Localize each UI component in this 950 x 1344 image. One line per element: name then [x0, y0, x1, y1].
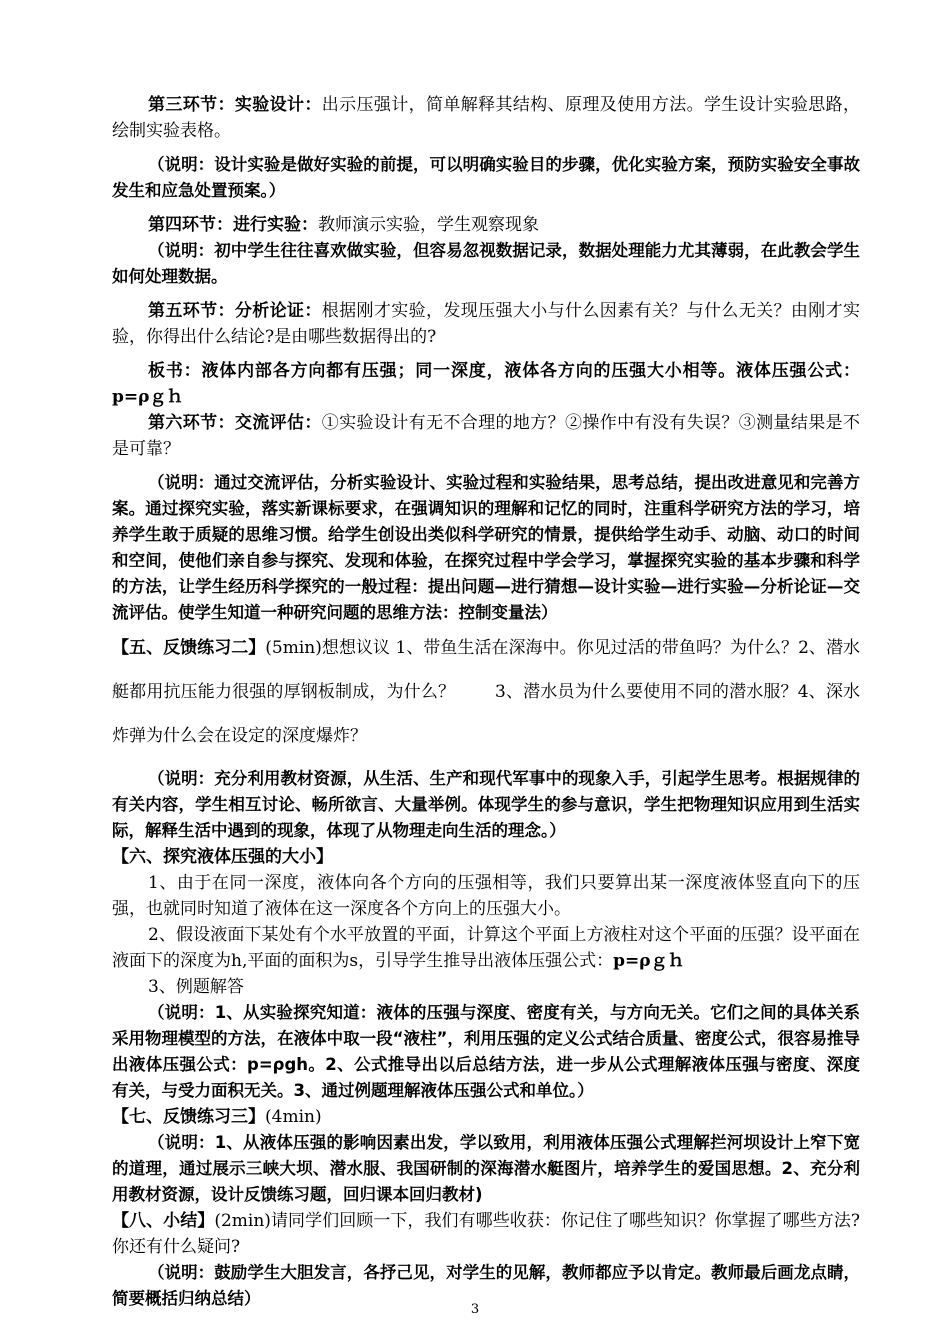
document-body	[112, 92, 860, 1312]
part-5-paragraph	[112, 626, 860, 758]
part-6-item-3: 3、例题解答	[148, 977, 244, 997]
section-3-text: 出示压强计，简单解释其结构、原理及使用方法。学生设计实验思路，绘制实验表格。	[112, 95, 860, 141]
part-7-paragraph	[112, 1104, 860, 1130]
pressure-formula: p=ρｇｈ	[613, 951, 685, 971]
section-6-note: （说明：通过交流评估，分析实验设计、实验过程和实验结果，思考总结，提出改进意见和完善方案。通过探究实验，落实新课标要求，在强调知识的理解和记忆的同时，注重科学研究方法的学习，培养学生敢于质疑的思维习惯。给学生创设出类似科学研究的情景，提供给学生动手、动脑、动口的时间和空间，使他们亲自参与探究、发现和体验，在探究过程中学会学习，掌握探究实验的基本步骤和科学的方法，让学生经历科学探究的一般过程：提出问题—进行猜想—设计实验—进行实验—分析论证—交流评估。使学生知道一种研究问题的思维方法：控制变量法）	[112, 473, 860, 622]
page-number: 3	[470, 1302, 480, 1317]
section-6-heading: 第六环节：交流评估：	[148, 413, 322, 433]
section-4-heading: 第四环节：进行实验：	[148, 215, 318, 235]
section-3-heading: 第三环节：实验设计：	[148, 95, 322, 115]
section-5-text: 根据刚才实验，发现压强大小与什么因素有关？与什么无关？由刚才实验，你得出什么结论?是由哪些数据得出的?	[112, 301, 860, 347]
part-5-text: (5min)想想议议 1、带鱼生活在深海中。你见过活的带鱼吗？为什么？2、潜水艇都用抗压能力很强的厚钢板制成，为什么？ 3、潜水员为什么要使用不同的潜水服？4、深水炸弹为什么会在设定的深度爆炸？	[112, 638, 860, 746]
section-4-paragraph	[112, 212, 860, 238]
part-8-note: （说明：鼓励学生大胆发言，各抒己见，对学生的见解，教师都应予以肯定。教师最后画龙点睛，简要概括归纳总结）	[112, 1263, 860, 1308]
section-4-text: 教师演示实验，学生观察现象	[318, 215, 539, 235]
part-5-note: （说明：充分利用教材资源，从生活、生产和现代军事中的现象入手，引起学生思考。根据规律的有关内容，学生相互讨论、畅所欲言、大量举例。体现学生的参与意识，学生把物理知识应用到生活实际，解释生活中遇到的现象，体现了从物理走向生活的理念。）	[112, 769, 860, 840]
section-3-note: （说明：设计实验是做好实验的前提，可以明确实验目的步骤，优化实验方案，预防实验安全事故发生和应急处置预案。）	[112, 155, 860, 200]
section-5-paragraph	[112, 298, 860, 350]
blackboard-summary: 板书：液体内部各方向都有压强；同一深度，液体各方向的压强大小相等。液体压强公式：p=ρｇｈ	[112, 361, 860, 407]
part-6-note: （说明：1、从实验探究知道：液体的压强与深度、密度有关，与方向无关。它们之间的具体关系采用物理模型的方法，在液体中取一段“液柱”，利用压强的定义公式结合质量、密度公式，很容易推导出液体压强公式：p=ρgh。2、公式推导出以后总结方法，进一步从公式理解液体压强与密度、深度有关，与受力面积无关。3、通过例题理解液体压强公式和单位。）	[112, 1003, 860, 1100]
part-6-item-2	[112, 922, 860, 974]
section-6-paragraph	[112, 410, 860, 462]
part-7-text: (4min)	[265, 1107, 322, 1127]
part-7-note: （说明：1、从液体压强的影响因素出发，学以致用，利用液体压强公式理解拦河坝设计上窄下宽的道理，通过展示三峡大坝、潜水服、我国研制的深海潜水艇图片，培养学生的爱国思想。2、充分利用教材资源，设计反馈练习题，回归课本回归教材)	[112, 1133, 860, 1204]
section-6-text: ①实验设计有无不合理的地方？②操作中有没有失误？③测量结果是不是可靠？	[112, 413, 860, 459]
part-8-paragraph	[112, 1208, 860, 1260]
section-5-heading: 第五环节：分析论证：	[148, 301, 322, 321]
section-3-paragraph	[112, 92, 860, 144]
part-6-title: 【六、探究液体压强的大小】	[112, 847, 333, 867]
section-4-note: （说明：初中学生往往喜欢做实验，但容易忽视数据记录，数据处理能力尤其薄弱，在此教会学生如何处理数据。	[112, 241, 860, 286]
part-7-title: 【七、反馈练习三】	[112, 1107, 265, 1127]
part-5-title: 【五、反馈练习二】	[112, 638, 266, 658]
part-8-text: (2min)请同学们回顾一下，我们有哪些收获：你记住了哪些知识？你掌握了哪些方法?你还有什么疑问?	[112, 1211, 861, 1257]
part-6-item-2-text: 2、假设液面下某处有个水平放置的平面，计算这个平面上方液柱对这个平面的压强？设平面在液面下的深度为h,平面的面积为s，引导学生推导出液体压强公式：	[112, 925, 860, 971]
part-8-title: 【八、小结】	[112, 1211, 215, 1231]
part-6-item-1: 1、由于在同一深度，液体向各个方向的压强相等，我们只要算出某一深度液体竖直向下的压强，也就同时知道了液体在这一深度各个方向上的压强大小。	[112, 873, 860, 919]
